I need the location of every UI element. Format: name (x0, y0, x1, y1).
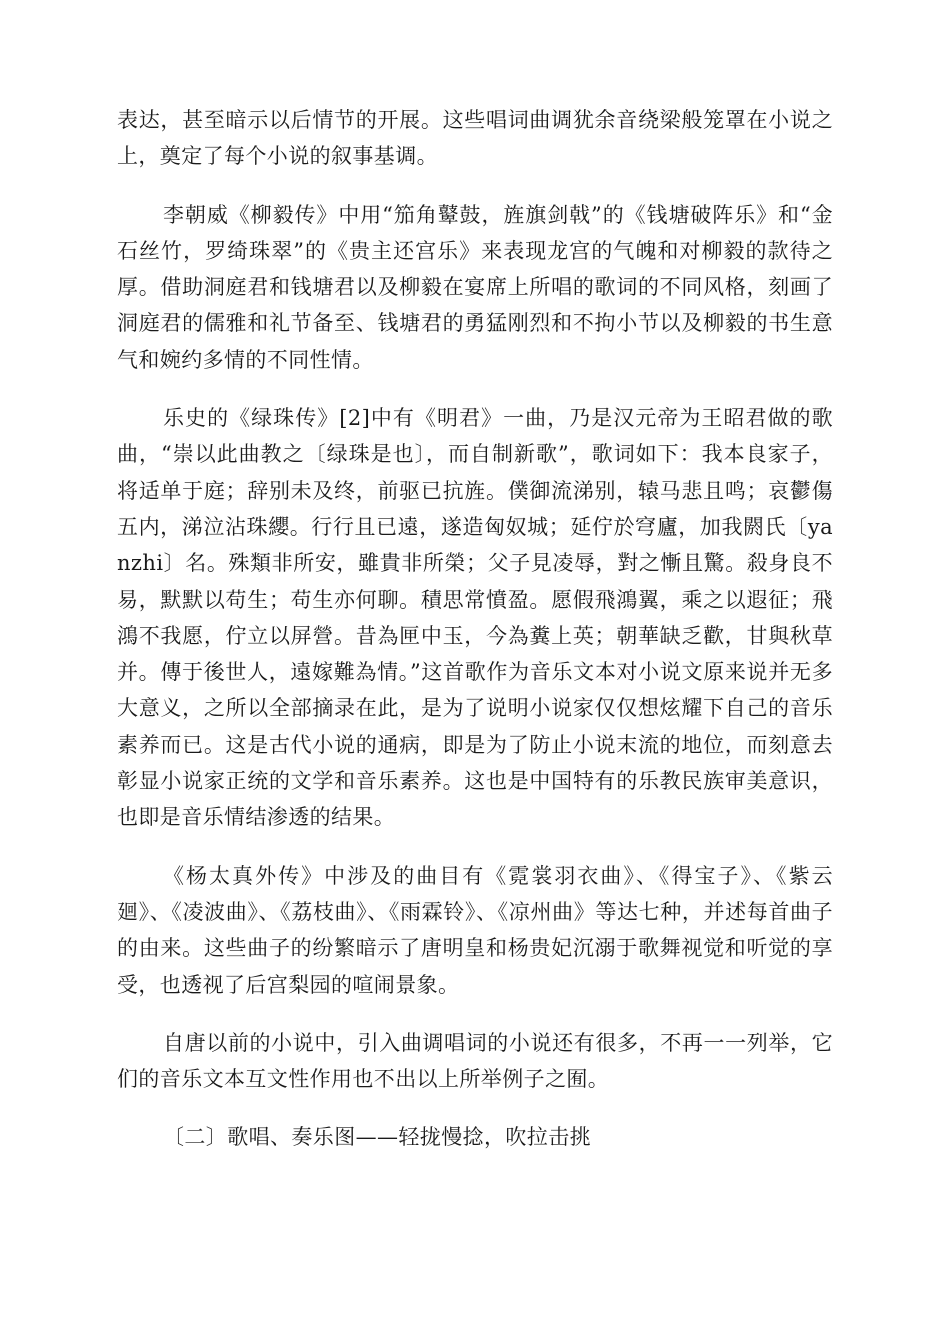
paragraph-2: 李朝威《柳毅传》中用“笳角鼙鼓，旌旗剑戟”的《钱塘破阵乐》和“金石丝竹，罗绮珠翠”的《贵主还宫乐》来表现龙宫的气魄和对柳毅的款待之厚。借助洞庭君和钱塘君以及柳毅在宴席上所唱的歌词的不同风格，刻画了洞庭君的儒雅和礼节备至、钱塘君的勇猛刚烈和不拘小节以及柳毅的书生意气和婉约多情的不同性情。 (117, 202, 833, 372)
section-heading: 〔二〕歌唱、奏乐图——轻拢慢捻，吹拉击挑 (163, 1125, 591, 1150)
paragraph-4: 《杨太真外传》中涉及的曲目有《霓裳羽衣曲》、《得宝子》、《紫云廻》、《凌波曲》、《荔枝曲》、《雨霖铃》、《凉州曲》等达七种，并述每首曲子的由来。这些曲子的纷繁暗示了唐明皇和杨贵妃沉溺于歌舞视觉和听觉的享受，也透视了后宫梨园的喧闹景象。 (117, 863, 833, 997)
paragraph-5: 自唐以前的小说中，引入曲调唱词的小说还有很多，不再一一列举，它们的音乐文本互文性作用也不出以上所举例子之囿。 (117, 1030, 833, 1092)
document-body (117, 102, 833, 1178)
paragraph-3: 乐史的《绿珠传》[2]中有《明君》一曲，乃是汉元帝为王昭君做的歌曲，“崇以此曲教之〔绿珠是也〕，而自制新歌”，歌词如下：我本良家子，将适单于庭；辞别未及终，前驱已抗旌。僕御流涕别，辕马悲且鸣；哀鬱傷五内，涕泣沾珠纓。行行且已遠，遂造匈奴城；延佇於穹廬，加我閼氏〔yanzhi〕名。殊類非所安，雖貴非所榮；父子見凌辱，對之慚且驚。殺身良不易，默默以苟生；苟生亦何聊。積思常憤盈。愿假飛鴻翼，乘之以遐征；飛鴻不我愿，佇立以屏營。昔為匣中玉，今為糞上英；朝華缺乏歡，甘與秋草并。傳于後世人，遠嫁難為情。”这首歌作为音乐文本对小说文原来说并无多大意义，之所以全部摘录在此，是为了说明小说家仅仅想炫耀下自己的音乐素养而已。这是古代小说的通病，即是为了防止小说末流的地位，而刻意去彰显小说家正统的文学和音乐素养。这也是中国特有的乐教民族审美意识，也即是音乐情结渗透的结果。 (117, 406, 833, 830)
paragraph-1: 表达，甚至暗示以后情节的开展。这些唱词曲调犹余音绕梁般笼罩在小说之上，奠定了每个小说的叙事基调。 (117, 108, 833, 169)
